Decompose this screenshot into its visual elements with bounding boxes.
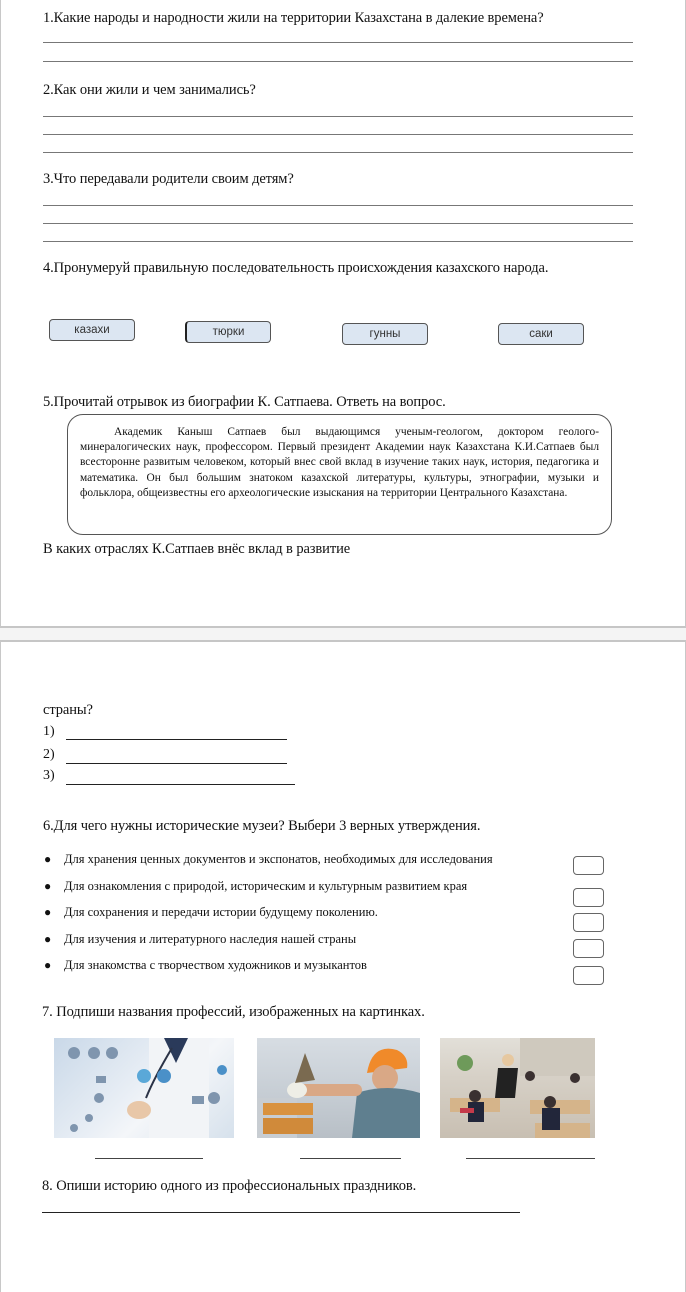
question-5-prompt-continued: страны? xyxy=(43,702,93,718)
doctor-image xyxy=(54,1038,234,1138)
statement-item xyxy=(42,852,572,879)
statement-item xyxy=(42,932,572,959)
answer-number: 1) xyxy=(43,724,55,739)
answer-line[interactable] xyxy=(42,1212,520,1213)
caption-answer-line[interactable] xyxy=(95,1158,203,1159)
answer-line[interactable] xyxy=(43,42,633,43)
answer-line[interactable] xyxy=(43,223,633,224)
doctor-illustration-icon xyxy=(54,1038,234,1138)
statement-checkbox[interactable] xyxy=(573,939,604,958)
statement-checkbox[interactable] xyxy=(573,856,604,875)
answer-number: 2) xyxy=(43,747,55,762)
classroom-image xyxy=(440,1038,595,1138)
answer-line[interactable] xyxy=(43,205,633,206)
statement-text: Для хранения ценных документов и экспонатов, необходимых для исследования xyxy=(64,852,493,866)
question-6: 6.Для чего нужны исторические музеи? Выбери 3 верных утверждения. xyxy=(43,818,481,834)
answer-line[interactable] xyxy=(43,116,633,117)
bullet-icon: ● xyxy=(44,852,52,866)
question-1: 1.Какие народы и народности жили на территории Казахстана в далекие времена? xyxy=(43,10,544,26)
classroom-illustration-icon xyxy=(440,1038,595,1138)
question-8: 8. Опиши историю одного из профессиональных праздников. xyxy=(42,1178,417,1194)
answer-line[interactable] xyxy=(43,152,633,153)
answer-number: 3) xyxy=(43,768,55,783)
statement-text: Для знакомства с творчеством художников и музыкантов xyxy=(64,958,367,972)
question-4: 4.Пронумеруй правильную последовательность происхождения казахского народа. xyxy=(43,260,549,276)
question-2: 2.Как они жили и чем занимались? xyxy=(43,82,256,98)
question-5: 5.Прочитай отрывок из биографии К. Сатпаева. Ответь на вопрос. xyxy=(43,394,446,410)
bullet-icon: ● xyxy=(44,878,52,893)
statement-text: Для ознакомления с природой, историческим и культурным развитием края xyxy=(64,878,468,893)
option-kazakhs[interactable]: казахи xyxy=(49,319,135,341)
worksheet-page-1 xyxy=(0,0,686,628)
answer-line[interactable] xyxy=(66,784,295,785)
bullet-icon: ● xyxy=(44,958,52,972)
statement-item xyxy=(42,879,572,906)
statement-checkbox[interactable] xyxy=(573,966,604,985)
bullet-icon: ● xyxy=(44,931,52,946)
question-3: 3.Что передавали родители своим детям? xyxy=(43,171,294,187)
answer-line[interactable] xyxy=(43,61,633,62)
biography-passage-box xyxy=(67,414,612,535)
statement-text: Для сохранения и передачи истории будущему поколению. xyxy=(64,905,378,919)
bullet-icon: ● xyxy=(44,905,52,919)
statement-text: Для изучения и литературного наследия нашей страны xyxy=(64,931,357,946)
answer-line[interactable] xyxy=(43,134,633,135)
builder-illustration-icon xyxy=(257,1038,420,1138)
option-saks[interactable]: саки xyxy=(498,323,584,345)
caption-answer-line[interactable] xyxy=(466,1158,595,1159)
answer-line[interactable] xyxy=(66,739,287,740)
answer-line[interactable] xyxy=(66,763,287,764)
option-turks[interactable]: тюрки xyxy=(185,321,271,343)
builder-image xyxy=(257,1038,420,1138)
answer-line[interactable] xyxy=(43,241,633,242)
option-huns[interactable]: гунны xyxy=(342,323,428,345)
question-7: 7. Подпиши названия профессий, изображенных на картинках. xyxy=(42,1004,425,1020)
statement-item xyxy=(42,905,572,932)
biography-passage: Академик Каныш Сатпаев был выдающимся ученым-геологом, доктором геолого-минералогических наук, профессором. Первый президент Академии наук Казахстана К.И.Сатпаев был всесторонне развитым человеком, который внес свой вклад в изучение таких наук, история, педагогика и математика. Он был большим знатоком казахской литературы, культуры, этнографии, музыки и фольклора, общеизвестны его археологические изыскания на территории Центрального Казахстана. xyxy=(80,426,599,499)
statement-item xyxy=(42,958,572,985)
museum-statements-list xyxy=(42,852,572,985)
caption-answer-line[interactable] xyxy=(300,1158,401,1159)
question-5-prompt: В каких отраслях К.Сатпаев внёс вклад в развитие xyxy=(43,541,351,557)
statement-checkbox[interactable] xyxy=(573,913,604,932)
statement-checkbox[interactable] xyxy=(573,888,604,907)
